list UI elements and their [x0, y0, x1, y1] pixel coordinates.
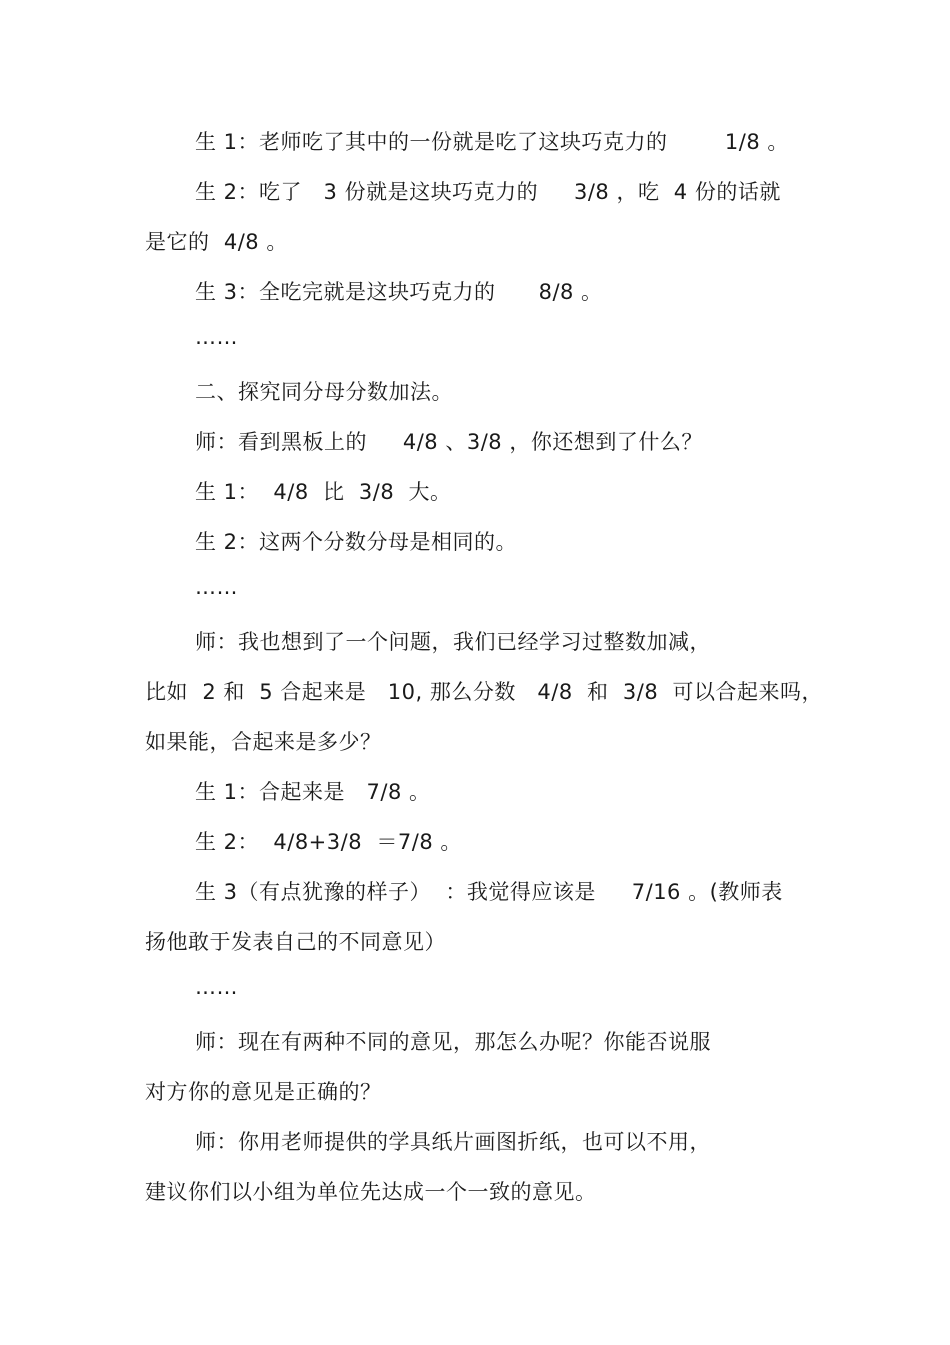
dialogue-line-student-2: 生 2： 4/8+3/8 ＝7/8 。 — [195, 830, 462, 854]
dialogue-line-teacher: 师：看到黑板上的 4/8 、3/8 ，你还想到了什么？ — [195, 430, 703, 454]
dialogue-line-student-1: 生 1： 4/8 比 3/8 大。 — [195, 480, 452, 504]
dialogue-line-teacher-continued: 建议你们以小组为单位先达成一个一致的意见。 — [145, 1180, 597, 1204]
dialogue-line-student-2-continued: 是它的 4/8 。 — [145, 230, 288, 254]
dialogue-line-teacher-continued: 如果能，合起来是多少？ — [145, 730, 382, 754]
dialogue-line-teacher-continued: 对方你的意见是正确的？ — [145, 1080, 382, 1104]
dialogue-line-teacher: 师：现在有两种不同的意见，那怎么办呢？你能否说服 — [195, 1030, 711, 1054]
dialogue-line-student-3: 生 3：全吃完就是这块巧克力的 8/8 。 — [195, 280, 603, 304]
dialogue-line-student-1: 生 1：老师吃了其中的一份就是吃了这块巧克力的 1/8 。 — [195, 130, 789, 154]
dialogue-line-teacher: 师：你用老师提供的学具纸片画图折纸，也可以不用， — [195, 1130, 711, 1154]
dialogue-line-student-1: 生 1：合起来是 7/8 。 — [195, 780, 431, 804]
dialogue-line-student-3-continued: 扬他敢于发表自己的不同意见） — [145, 930, 446, 954]
dialogue-line-teacher: 师：我也想到了一个问题，我们已经学习过整数加减， — [195, 630, 711, 654]
dialogue-line-student-3: 生 3（有点犹豫的样子） ：我觉得应该是 7/16 。(教师表 — [195, 880, 783, 904]
ellipsis-line: …… — [195, 325, 238, 349]
ellipsis-line: …… — [195, 575, 238, 599]
ellipsis-line: …… — [195, 975, 238, 999]
dialogue-line-student-2: 生 2：这两个分数分母是相同的。 — [195, 530, 518, 554]
section-heading: 二、探究同分母分数加法。 — [195, 380, 453, 404]
dialogue-line-teacher-continued: 比如 2 和 5 合起来是 10, 那么分数 4/8 和 3/8 可以合起来吗， — [145, 680, 824, 704]
dialogue-line-student-2: 生 2：吃了 3 份就是这块巧克力的 3/8 ，吃 4 份的话就 — [195, 180, 781, 204]
